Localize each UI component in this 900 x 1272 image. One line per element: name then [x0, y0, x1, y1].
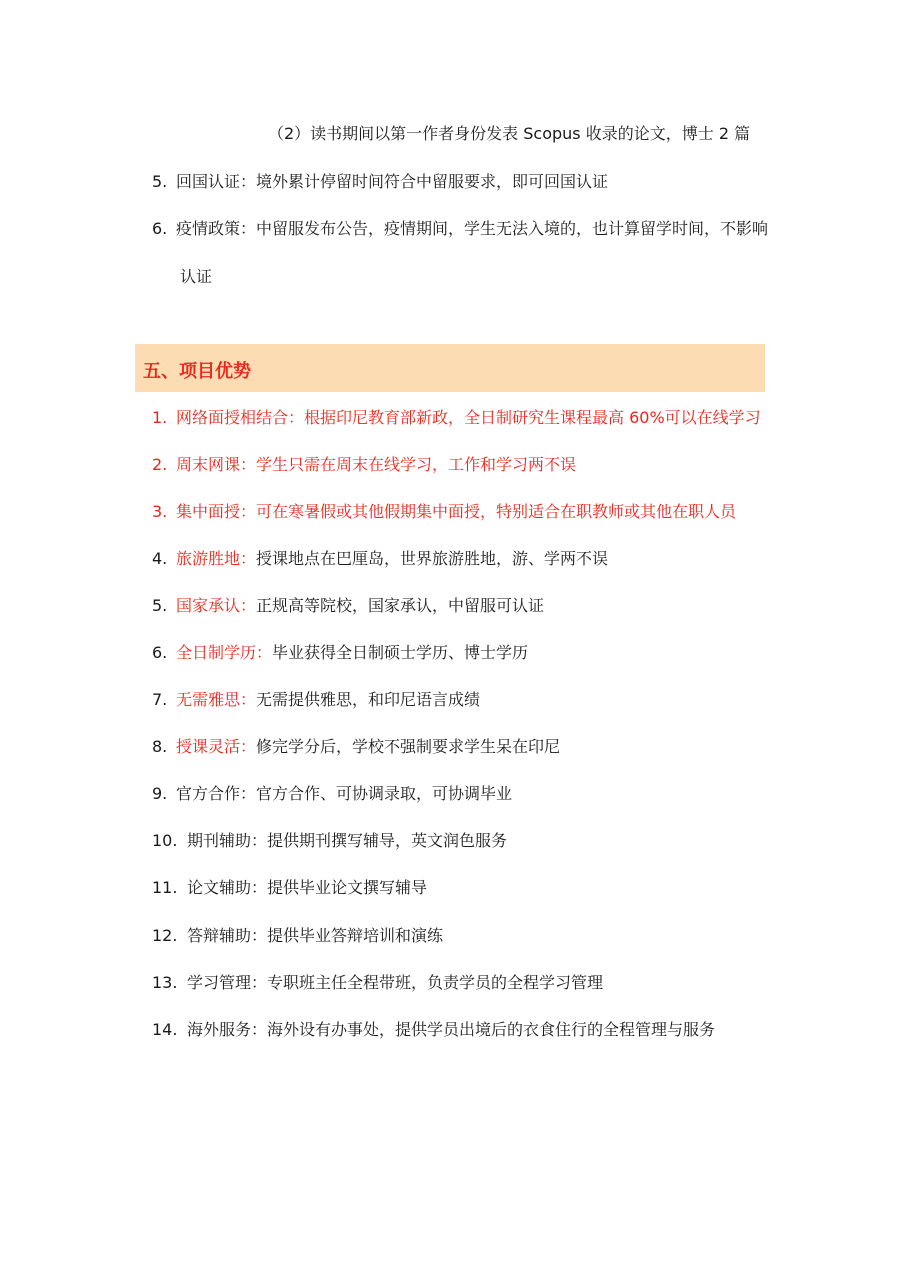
item-label: 无需雅思： — [176, 690, 257, 709]
item-number: 11. — [152, 878, 178, 897]
list-item — [152, 1017, 715, 1040]
item-label: 官方合作： — [176, 784, 257, 803]
item-label: 集中面授： — [176, 502, 257, 521]
sub-requirement-2: （2）读书期间以第一作者身份发表 Scopus 收录的论文，博士 2 篇 — [268, 124, 751, 143]
item-text: 海外设有办事处，提供学员出境后的衣食住行的全程管理与服务 — [267, 1020, 716, 1039]
item-number: 3. — [152, 502, 168, 521]
list-item — [152, 593, 544, 616]
item-number: 13. — [152, 973, 178, 992]
item-label: 海外服务： — [187, 1020, 268, 1039]
item-text: 根据印尼教育部新政，全日制研究生课程最高 60%可以在线学习 — [304, 408, 761, 427]
item-text: 无需提供雅思，和印尼语言成绩 — [256, 690, 481, 709]
list-item — [152, 546, 608, 569]
item-number: 4. — [152, 549, 168, 568]
list-item — [152, 970, 603, 993]
list-item — [152, 734, 560, 757]
item-text: 疫情政策：中留服发布公告，疫情期间，学生无法入境的，也计算留学时间，不影响 — [176, 219, 769, 238]
item-number: 12. — [152, 926, 178, 945]
list-item — [152, 452, 576, 475]
list-item — [152, 499, 736, 522]
list-item — [152, 923, 443, 946]
section-title: 五、项目优势 — [143, 361, 251, 382]
item-text: 官方合作、可协调录取，可协调毕业 — [256, 784, 513, 803]
list-item — [152, 687, 480, 710]
item-label: 学习管理： — [187, 973, 268, 992]
list-item — [152, 828, 507, 851]
list-item — [152, 169, 608, 192]
item-number: 10. — [152, 831, 178, 850]
item-label: 旅游胜地： — [176, 549, 257, 568]
item-label: 国家承认： — [176, 596, 257, 615]
item-text: 正规高等院校，国家承认，中留服可认证 — [256, 596, 545, 615]
item-number: 7. — [152, 690, 168, 709]
list-item — [152, 781, 512, 804]
item-continuation: 认证 — [180, 267, 213, 286]
item-number: 6. — [152, 219, 168, 238]
item-text: 学生只需在周末在线学习，工作和学习两不误 — [256, 455, 577, 474]
item-number: 8. — [152, 737, 168, 756]
item-text: 提供毕业答辩培训和演练 — [267, 926, 444, 945]
list-item — [152, 640, 528, 663]
item-number: 14. — [152, 1020, 178, 1039]
list-item — [152, 875, 427, 898]
item-label: 答辩辅助： — [187, 926, 268, 945]
item-label: 网络面授相结合： — [176, 408, 305, 427]
item-text: 提供毕业论文撰写辅导 — [267, 878, 428, 897]
item-number: 1. — [152, 408, 168, 427]
item-number: 5. — [152, 172, 168, 191]
list-item — [152, 405, 761, 428]
item-text: 专职班主任全程带班，负责学员的全程学习管理 — [267, 973, 604, 992]
item-number: 9. — [152, 784, 168, 803]
item-text: 授课地点在巴厘岛，世界旅游胜地，游、学两不误 — [256, 549, 609, 568]
list-item — [152, 216, 768, 239]
item-number: 2. — [152, 455, 168, 474]
item-label: 全日制学历： — [176, 643, 273, 662]
item-text: 修完学分后，学校不强制要求学生呆在印尼 — [256, 737, 561, 756]
item-text: 回国认证：境外累计停留时间符合中留服要求，即可回国认证 — [176, 172, 609, 191]
item-number: 6. — [152, 643, 168, 662]
item-label: 周末网课： — [176, 455, 257, 474]
item-label: 授课灵活： — [176, 737, 257, 756]
item-text: 提供期刊撰写辅导，英文润色服务 — [267, 831, 508, 850]
item-number: 5. — [152, 596, 168, 615]
item-text: 毕业获得全日制硕士学历、博士学历 — [272, 643, 529, 662]
item-label: 期刊辅助： — [187, 831, 268, 850]
item-text: 可在寒暑假或其他假期集中面授，特别适合在职教师或其他在职人员 — [256, 502, 737, 521]
item-label: 论文辅助： — [187, 878, 268, 897]
